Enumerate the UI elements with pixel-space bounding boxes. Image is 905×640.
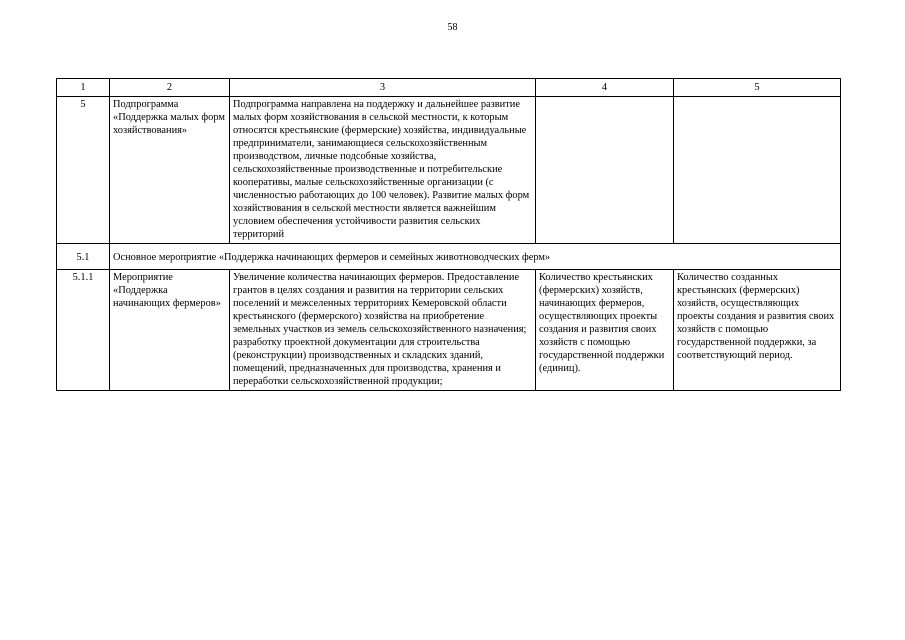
row-number: 5.1.1 bbox=[57, 270, 110, 391]
subprogram-name: Подпрограмма «Поддержка малых форм хозяйствования» bbox=[110, 97, 230, 244]
header-cell-5: 5 bbox=[674, 79, 841, 97]
header-cell-3: 3 bbox=[230, 79, 536, 97]
program-table bbox=[56, 78, 841, 391]
subprogram-calculation-cell bbox=[674, 97, 841, 244]
table-row-main-activity bbox=[57, 244, 841, 270]
row-number: 5.1 bbox=[57, 244, 110, 270]
row-number: 5 bbox=[57, 97, 110, 244]
table-row-subprogram bbox=[57, 97, 841, 244]
table-row-activity bbox=[57, 270, 841, 391]
activity-indicator: Количество крестьянских (фермерских) хозяйств, начинающих фермеров, осуществляющих проекты создания и развития своих хозяйств с помощью государственной поддержки (единиц). bbox=[536, 270, 674, 391]
activity-calculation: Количество созданных крестьянских (фермерских) хозяйств, осуществляющих проекты создания и развития своих хозяйств с помощью государственной поддержки, за соответствующий период. bbox=[674, 270, 841, 391]
activity-description: Увеличение количества начинающих фермеров. Предоставление грантов в целях создания и развития на территории сельских поселений и межселенных территориях Кемеровской области крестьянского (фермерского) хозяйства на приобретение земельных участков из земель сельскохозяйственного назначения; разработку проектной документации для строительства (реконструкции) производственных и складских зданий, помещений, предназначенных для производства, хранения и переработки сельскохозяйственной продукции; bbox=[230, 270, 536, 391]
subprogram-description: Подпрограмма направлена на поддержку и дальнейшее развитие малых форм хозяйствования в сельской местности, к которым относятся крестьянские (фермерские) хозяйства, индивидуальные предприниматели, занимающиеся сельскохозяйственным производством, личные подсобные хозяйства, сельскохозяйственные производственные и потребительские кооперативы, малые сельскохозяйственные организации (с численностью работающих до 100 человек). Развитие малых форм хозяйствования в сельской местности является важнейшим условием обеспечения устойчивости развития сельских территорий bbox=[230, 97, 536, 244]
activity-name: Мероприятие «Поддержка начинающих фермеров» bbox=[110, 270, 230, 391]
table-header-row bbox=[57, 79, 841, 97]
main-activity-title: Основное мероприятие «Поддержка начинающих фермеров и семейных животноводческих ферм» bbox=[110, 244, 841, 270]
page-number: 58 bbox=[447, 22, 458, 33]
header-cell-4: 4 bbox=[536, 79, 674, 97]
header-cell-2: 2 bbox=[110, 79, 230, 97]
header-cell-1: 1 bbox=[57, 79, 110, 97]
subprogram-indicator-cell bbox=[536, 97, 674, 244]
